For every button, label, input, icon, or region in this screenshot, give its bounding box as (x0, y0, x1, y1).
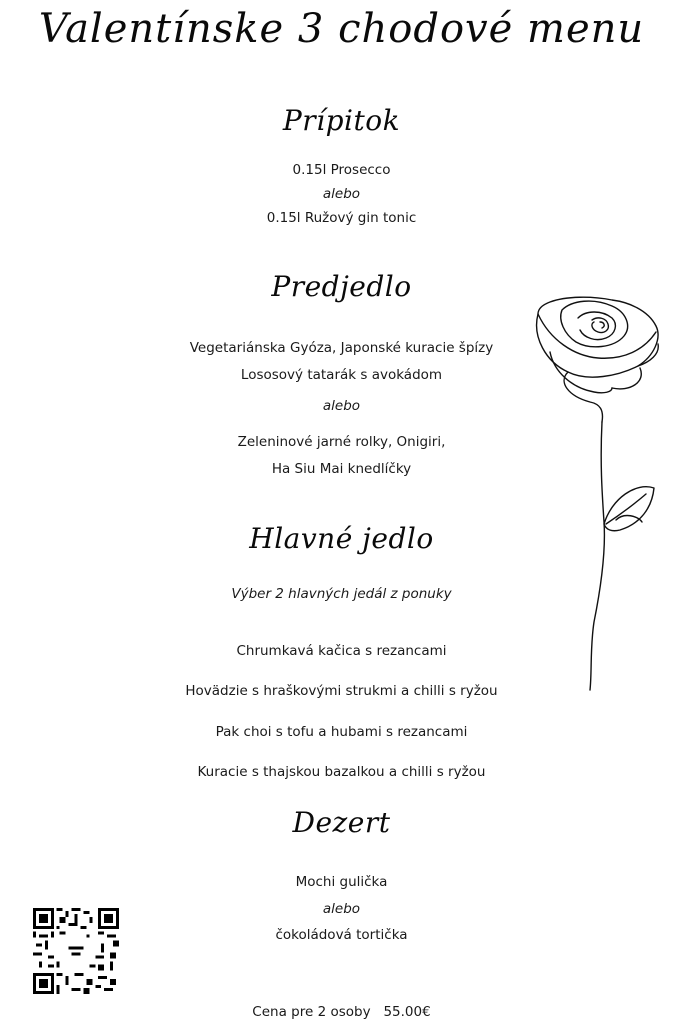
section-subtitle: Výber 2 hlavných jedál z ponuky (231, 586, 452, 602)
menu-item: Pak choi s tofu a hubami s rezancami (215, 724, 468, 740)
menu-or-separator: alebo (322, 186, 361, 202)
menu-item: 0.15l Ružový gin tonic (266, 210, 417, 226)
menu-item: Mochi gulička (295, 874, 388, 890)
section-heading-dessert: Dezert (292, 806, 391, 839)
rose-line-art-icon (528, 292, 668, 692)
menu-item: Vegetariánska Gyóza, Japonské kuracie špízy (189, 340, 494, 356)
menu-item: Hovädzie s hraškovými strukmi a chilli s ryžou (185, 683, 498, 699)
section-heading-toast: Prípitok (282, 104, 401, 137)
menu-item: Ha Siu Mai knedlíčky (271, 461, 412, 477)
menu-item: čokoládová tortička (275, 927, 408, 943)
section-heading-main: Hlavné jedlo (249, 522, 434, 555)
menu-item: Chrumkavá kačica s rezancami (236, 643, 447, 659)
menu-item: Zeleninové jarné rolky, Onigiri, (237, 434, 446, 450)
menu-or-separator: alebo (322, 901, 361, 917)
price-label: Cena pre 2 osoby (252, 1004, 371, 1020)
menu-item: Kuracie s thajskou bazalkou a chilli s ryžou (197, 764, 486, 780)
section-heading-starter: Predjedlo (271, 270, 412, 303)
price-line (0, 1004, 683, 1020)
menu-title: Valentínske 3 chodové menu (38, 6, 645, 52)
menu-item: 0.15l Prosecco (292, 162, 391, 178)
menu-item: Lososový tatarák s avokádom (240, 367, 443, 383)
menu-or-separator: alebo (322, 398, 361, 414)
price-value: 55.00€ (383, 1004, 431, 1020)
qr-code-icon (33, 908, 119, 994)
